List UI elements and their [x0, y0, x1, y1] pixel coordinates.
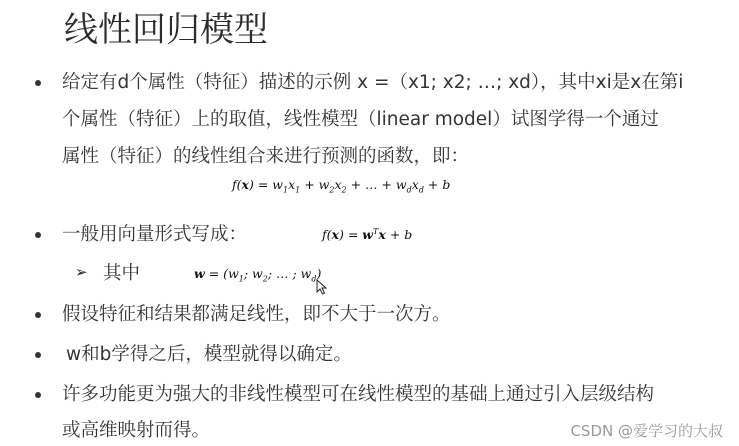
formula-vector: $f(x) = w^Tx + b$ — [322, 227, 413, 243]
formula-linear-sum: $f(x) = w_1x_1 + w_2x_2$ + … + $w_dx_d + b$ — [232, 177, 451, 195]
bullet-2-text: 一般用向量形式写成： — [62, 224, 248, 245]
bullet-1-line-3: 属性（特征）的线性组合来进行预测的函数，即： — [62, 146, 470, 167]
bullet-dot — [35, 352, 41, 358]
bullet-dot — [35, 392, 41, 398]
arrowhead-bullet-icon: ➢ — [75, 263, 88, 281]
bullet-5-line-1: 许多功能更为强大的非线性模型可在线性模型的基础上通过引入层级结构 — [62, 384, 655, 405]
bullet-1-line-2: 个属性（特征）上的取值，线性模型（linear model）试图学得一个通过 — [62, 109, 659, 130]
mouse-cursor-icon — [316, 279, 327, 295]
bullet-5-line-2: 或高维映射而得。 — [62, 420, 211, 441]
sub-bullet-label: 其中 — [103, 263, 141, 284]
bullet-dot — [35, 312, 41, 318]
slide-title: 线性回归模型 — [64, 10, 268, 50]
formula-weight-vector: $w = (w_1$; $w_2$; … ; $w_d$) — [194, 266, 322, 284]
bullet-1-line-1: 给定有d个属性（特征）描述的示例 x =（x1; x2; …; xd），其中xi是x在第i — [62, 72, 684, 93]
bullet-dot — [35, 80, 41, 86]
watermark: CSDN @爱学习的大叔 — [570, 422, 723, 440]
bullet-3-text: 假设特征和结果都满足线性，即不大于一次方。 — [62, 304, 451, 325]
bullet-4-text: w和b学得之后，模型就得以确定。 — [66, 344, 352, 365]
bullet-dot — [35, 232, 41, 238]
